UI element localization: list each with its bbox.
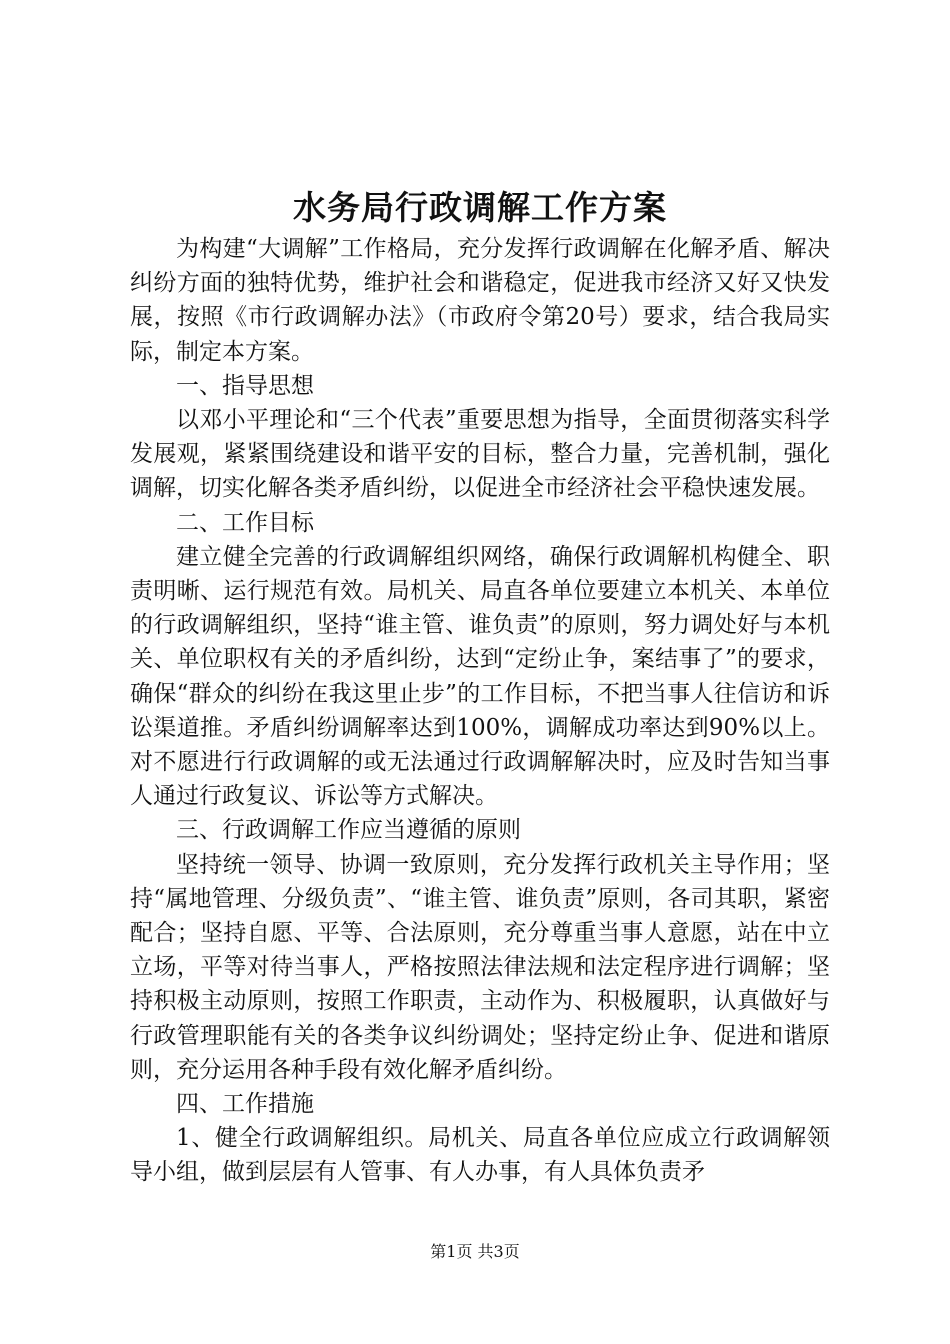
intro-paragraph: 为构建“大调解”工作格局，充分发挥行政调解在化解矛盾、解决纠纷方面的独特优势，维护社会和谐稳定，促进我市经济又好又快发展，按照《市行政调解办法》（市政府令第20号）要求，结合我局实际，制定本方案。 — [130, 236, 830, 365]
section-heading-guiding-ideology: 一、指导思想 — [176, 372, 314, 399]
document-title: 水务局行政调解工作方案 — [293, 188, 667, 227]
section-body-principles: 坚持统一领导、协调一致原则，充分发挥行政机关主导作用；坚持“属地管理、分级负责”、“谁主管、谁负责”原则，各司其职，紧密配合；坚持自愿、平等、合法原则，充分尊重当事人意愿，站在中立立场，平等对待当事人，严格按照法律法规和法定程序进行调解；坚持积极主动原则，按照工作职责，主动作为、积极履职，认真做好与行政管理职能有关的各类争议纠纷调处；坚持定纷止争、促进和谐原则，充分运用各种手段有效化解矛盾纠纷。 — [130, 851, 830, 1083]
page-footer: 第1页 共3页 — [430, 1242, 520, 1261]
section-body-guiding-ideology: 以邓小平理论和“三个代表”重要思想为指导，全面贯彻落实科学发展观，紧紧围绕建设和谐平安的目标，整合力量，完善机制，强化调解，切实化解各类矛盾纠纷，以促进全市经济社会平稳快速发展。 — [130, 407, 830, 502]
document-page — [130, 184, 830, 1190]
section-body-work-measures: 1、健全行政调解组织。局机关、局直各单位应成立行政调解领导小组，做到层层有人管事、有人办事，有人具体负责矛 — [130, 1125, 830, 1186]
section-heading-principles: 三、行政调解工作应当遵循的原则 — [176, 817, 521, 844]
section-body-work-goals: 建立健全完善的行政调解组织网络，确保行政调解机构健全、职责明晰、运行规范有效。局机关、局直各单位要建立本机关、本单位的行政调解组织，坚持“谁主管、谁负责”的原则，努力调处好与本机关、单位职权有关的矛盾纠纷，达到“定纷止争，案结事了”的要求，确保“群众的纠纷在我这里止步”的工作目标，不把当事人往信访和诉讼渠道推。矛盾纠纷调解率达到100%，调解成功率达到90%以上。对不愿进行行政调解的或无法通过行政调解解决时，应及时告知当事人通过行政复议、诉讼等方式解决。 — [130, 543, 830, 810]
section-heading-work-measures: 四、工作措施 — [176, 1091, 314, 1118]
section-heading-work-goals: 二、工作目标 — [176, 509, 314, 536]
